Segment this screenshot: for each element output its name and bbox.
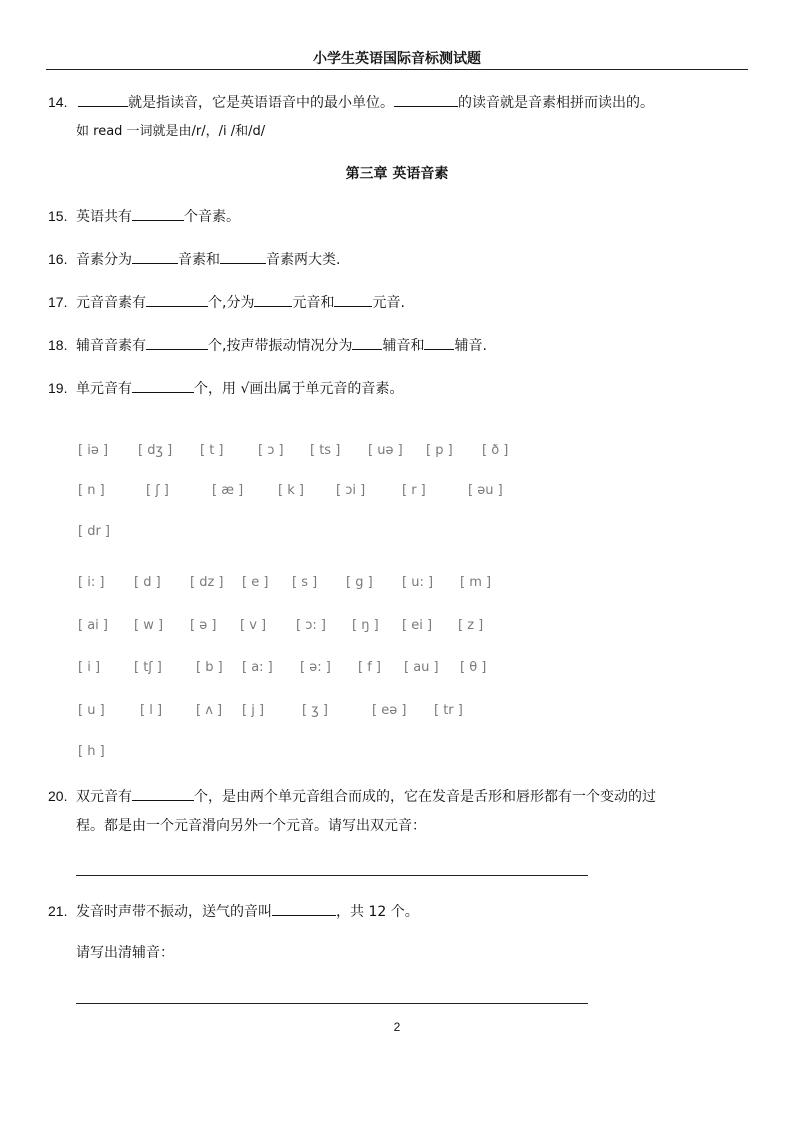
- question-16: [48, 249, 340, 270]
- phoneme-option[interactable]: [ l ]: [140, 703, 163, 718]
- question-text: 辅音.: [454, 338, 487, 354]
- phoneme-option[interactable]: [ r ]: [402, 483, 426, 498]
- question-20-line-2: 程。都是由一个元音滑向另外一个元音。请写出双元音：: [76, 818, 426, 834]
- phoneme-option[interactable]: [ u ]: [78, 703, 105, 718]
- page-title: 小学生英语国际音标测试题: [313, 51, 481, 67]
- answer-blank[interactable]: [146, 292, 208, 307]
- phoneme-option[interactable]: [ ai ]: [78, 618, 108, 633]
- phoneme-option[interactable]: [ p ]: [426, 443, 453, 458]
- phoneme-option[interactable]: [ i: ]: [78, 575, 105, 590]
- phoneme-option[interactable]: [ u: ]: [402, 575, 434, 590]
- question-21-line-2: 请写出清辅音：: [76, 945, 174, 961]
- question-14: [48, 92, 654, 113]
- answer-blank[interactable]: [394, 92, 458, 107]
- question-18: [48, 335, 487, 356]
- question-text: 个，用 √画出属于单元音的音素。: [194, 381, 404, 397]
- phoneme-option[interactable]: [ t ]: [200, 443, 224, 458]
- question-number: 16.: [48, 251, 68, 267]
- phoneme-option[interactable]: [ f ]: [358, 660, 381, 675]
- phoneme-option[interactable]: [ dr ]: [78, 524, 111, 539]
- question-text: ，共 12 个。: [336, 904, 419, 920]
- phoneme-option[interactable]: [ i ]: [78, 660, 101, 675]
- question-number: 21.: [48, 903, 68, 919]
- question-14-line-2: 如 read 一词就是由/r/，/i /和/d/: [76, 124, 266, 139]
- phoneme-option[interactable]: [ a: ]: [242, 660, 273, 675]
- question-number: 18.: [48, 337, 68, 353]
- phoneme-option[interactable]: [ s ]: [292, 575, 318, 590]
- answer-line[interactable]: [76, 875, 588, 876]
- phoneme-option[interactable]: [ θ ]: [460, 660, 487, 675]
- answer-blank[interactable]: [146, 335, 208, 350]
- question-text: 音素两大类.: [266, 252, 341, 268]
- question-text: 元音和: [292, 295, 335, 311]
- phoneme-option[interactable]: [ ŋ ]: [352, 618, 379, 633]
- phoneme-option[interactable]: [ ei ]: [402, 618, 433, 633]
- phoneme-option[interactable]: [ ɔ: ]: [296, 618, 326, 633]
- phoneme-option[interactable]: [ əu ]: [468, 483, 503, 498]
- question-text: 辅音和: [382, 338, 425, 354]
- phoneme-option[interactable]: [ ɔi ]: [336, 483, 366, 498]
- phoneme-option[interactable]: [ tr ]: [434, 703, 463, 718]
- answer-blank[interactable]: [78, 92, 128, 107]
- phoneme-option[interactable]: [ ʌ ]: [196, 703, 223, 718]
- phoneme-option[interactable]: [ ð ]: [482, 443, 509, 458]
- phoneme-option[interactable]: [ dz ]: [190, 575, 224, 590]
- phoneme-option[interactable]: [ tʃ ]: [134, 660, 162, 675]
- phoneme-option[interactable]: [ ə ]: [190, 618, 217, 633]
- question-text: 发音时声带不振动，送气的音叫: [76, 904, 272, 920]
- chapter-title: 第三章 英语音素: [345, 166, 449, 182]
- header-rule: [46, 69, 748, 70]
- answer-blank[interactable]: [352, 335, 382, 350]
- question-text: 元音.: [372, 295, 405, 311]
- question-text: 的读音就是音素相拼而读出的。: [458, 95, 654, 111]
- phoneme-option[interactable]: [ dʒ ]: [138, 443, 173, 458]
- question-text: 个,按声带振动情况分为: [208, 338, 353, 354]
- question-15: [48, 206, 240, 227]
- question-text: 个,分为: [208, 295, 255, 311]
- phoneme-option[interactable]: [ ʃ ]: [146, 483, 169, 498]
- question-20: [48, 786, 656, 807]
- question-text: 辅音音素有: [76, 338, 146, 354]
- answer-blank[interactable]: [424, 335, 454, 350]
- question-21: [48, 901, 419, 922]
- phoneme-option[interactable]: [ ts ]: [310, 443, 341, 458]
- phoneme-option[interactable]: [ æ ]: [212, 483, 244, 498]
- answer-blank[interactable]: [132, 786, 194, 801]
- phoneme-option[interactable]: [ b ]: [196, 660, 223, 675]
- phoneme-option[interactable]: [ m ]: [460, 575, 492, 590]
- question-number: 19.: [48, 380, 68, 396]
- question-text: 英语共有: [76, 209, 132, 225]
- phoneme-option[interactable]: [ v ]: [240, 618, 267, 633]
- question-text: 双元音有: [76, 789, 132, 805]
- question-text: 个音素。: [184, 209, 240, 225]
- question-17: [48, 292, 405, 313]
- phoneme-option[interactable]: [ au ]: [404, 660, 439, 675]
- phoneme-option[interactable]: [ h ]: [78, 744, 105, 759]
- question-number: 14.: [48, 94, 68, 110]
- phoneme-option[interactable]: [ eə ]: [372, 703, 407, 718]
- answer-blank[interactable]: [272, 901, 336, 916]
- phoneme-option[interactable]: [ w ]: [134, 618, 164, 633]
- question-text: 音素分为: [76, 252, 132, 268]
- question-text: 元音音素有: [76, 295, 146, 311]
- question-number: 17.: [48, 294, 68, 310]
- phoneme-option[interactable]: [ k ]: [278, 483, 304, 498]
- answer-line[interactable]: [76, 1003, 588, 1004]
- question-text: 音素和: [178, 252, 220, 268]
- question-text: 单元音有: [76, 381, 132, 397]
- phoneme-option[interactable]: [ d ]: [134, 575, 161, 590]
- answer-blank[interactable]: [254, 292, 292, 307]
- phoneme-option[interactable]: [ ʒ ]: [302, 703, 328, 718]
- question-19: [48, 378, 403, 399]
- phoneme-option[interactable]: [ g ]: [346, 575, 373, 590]
- phoneme-option[interactable]: [ e ]: [242, 575, 269, 590]
- question-number: 20.: [48, 788, 68, 804]
- question-text: 就是指读音，它是英语语音中的最小单位。: [128, 95, 394, 111]
- phoneme-option[interactable]: [ uə ]: [368, 443, 403, 458]
- phoneme-option[interactable]: [ j ]: [242, 703, 265, 718]
- answer-blank[interactable]: [132, 249, 178, 264]
- answer-blank[interactable]: [334, 292, 372, 307]
- phoneme-option[interactable]: [ iə ]: [78, 443, 109, 458]
- question-text: 个，是由两个单元音组合而成的，它在发音是舌形和唇形都有一个变动的过: [194, 789, 656, 805]
- answer-blank[interactable]: [220, 249, 266, 264]
- phoneme-option[interactable]: [ n ]: [78, 483, 105, 498]
- phoneme-option[interactable]: [ z ]: [458, 618, 484, 633]
- phoneme-option[interactable]: [ ɔ ]: [258, 443, 284, 458]
- question-number: 15.: [48, 208, 68, 224]
- phoneme-option[interactable]: [ ə: ]: [300, 660, 331, 675]
- answer-blank[interactable]: [132, 206, 184, 221]
- answer-blank[interactable]: [132, 378, 194, 393]
- page-number: 2: [393, 1020, 401, 1034]
